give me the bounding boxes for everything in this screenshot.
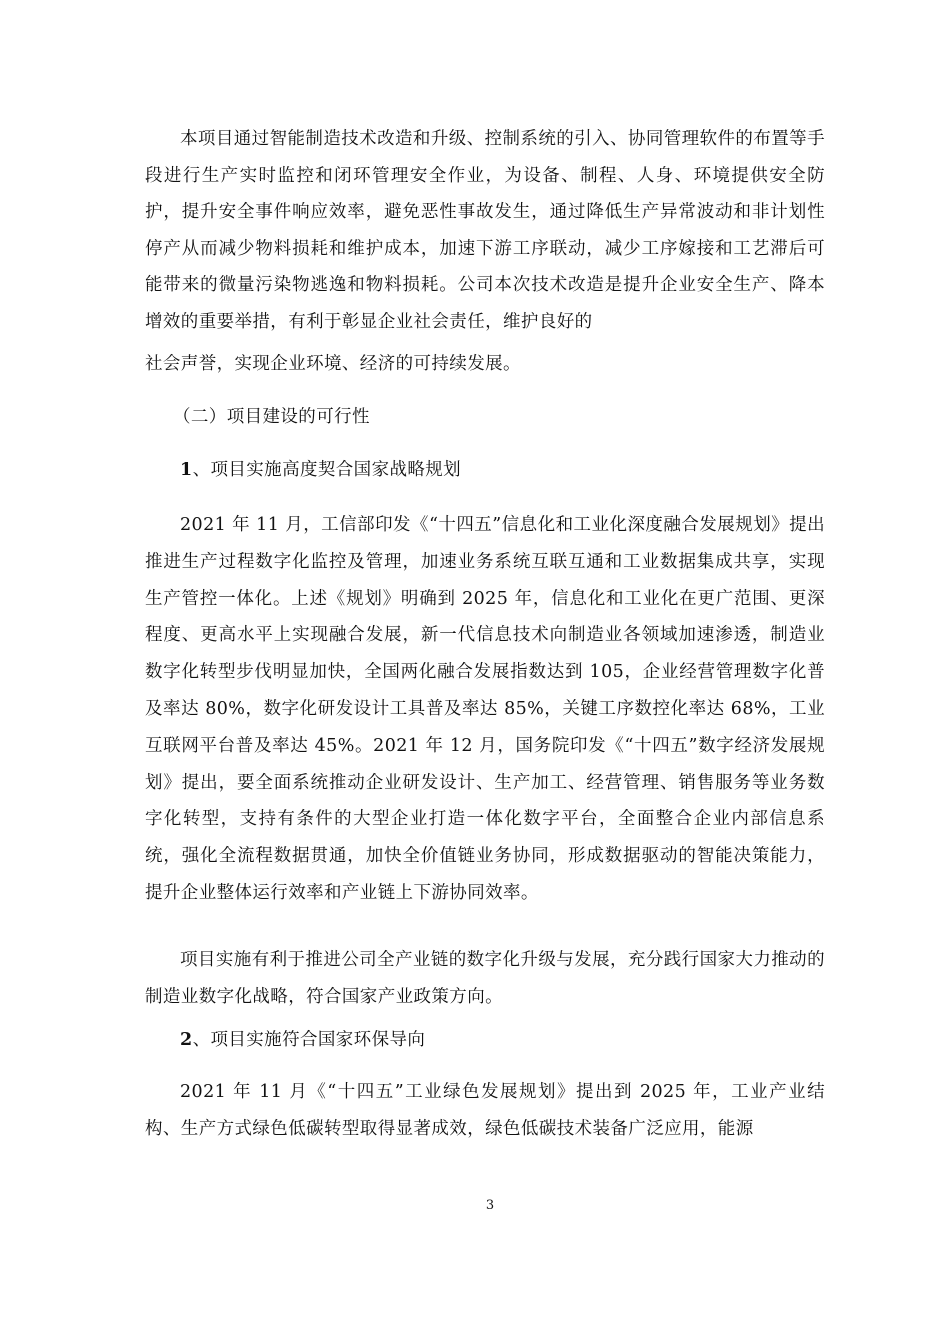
section-heading-feasibility: （二）项目建设的可行性 <box>173 407 370 427</box>
page-number: 3 <box>485 1198 495 1213</box>
subheading-number: 1 <box>180 460 193 480</box>
subheading-environmental-guidance <box>145 1028 825 1052</box>
paragraph-body: 本项目通过智能制造技术改造和升级、控制系统的引入、协同管理软件的布置等手段进行生产实时监控和闭环管理安全作业，为设备、制程、人身、环境提供安全防护，提升安全事件响应效率，避免恶性事故发生，通过降低生产异常波动和非计划性停产从而减少物料损耗和维护成本，加速下游工序联动，减少工序嫁接和工艺滞后可能带来的微量污染物逃逸和物料损耗。公司本次技术改造是提升企业安全生产、降本增效的重要举措，有利于彰显企业社会责任，维护良好的 <box>145 129 825 332</box>
subheading-text: 、项目实施符合国家环保导向 <box>192 1030 426 1050</box>
paragraph-safety-production <box>145 121 825 383</box>
paragraph-industry-policy: 项目实施有利于推进公司全产业链的数字化升级与发展，充分践行国家大力推动的制造业数字化战略，符合国家产业政策方向。 <box>145 950 825 1007</box>
paragraph-last-line: 社会声誉，实现企业环境、经济的可持续发展。 <box>145 354 521 374</box>
subheading-text: 、项目实施高度契合国家战略规划 <box>192 460 462 480</box>
paragraph-green-development: 2021 年 11 月《“十四五”工业绿色发展规划》提出到 2025 年，工业产业结构、生产方式绿色低碳转型取得显著成效，绿色低碳技术装备广泛应用，能源 <box>145 1082 825 1139</box>
paragraph-digitalization-policy: 2021 年 11 月，工信部印发《“十四五”信息化和工业化深度融合发展规划》提出推进生产过程数字化监控及管理，加速业务系统互联互通和工业数据集成共享，实现生产管控一体化。上述《规划》明确到 2025 年，信息化和工业化在更广范围、更深程度、更高水平上实现融合发展，新一代信息技术向制造业各领域加速渗透，制造业数字化转型步伐明显加快，全国两化融合发展指数达到 105，企业经营管理数字化普及率达 80%，数字化研发设计工具普及率达 85%，关键工序数控化率达 68%，工业互联网平台普及率达 45%。2021 年 12 月，国务院印发《“十四五”数字经济发展规划》提出，要全面系统推动企业研发设计、生产加工、经营管理、销售服务等业务数字化转型，支持有条件的大型企业打造一体化数字平台，全面整合企业内部信息系统，强化全流程数据贯通，加快全价值链业务协同，形成数据驱动的智能决策能力，提升企业整体运行效率和产业链上下游协同效率。 <box>145 515 825 903</box>
subheading-national-strategy <box>145 458 825 482</box>
subheading-number: 2 <box>180 1030 193 1050</box>
